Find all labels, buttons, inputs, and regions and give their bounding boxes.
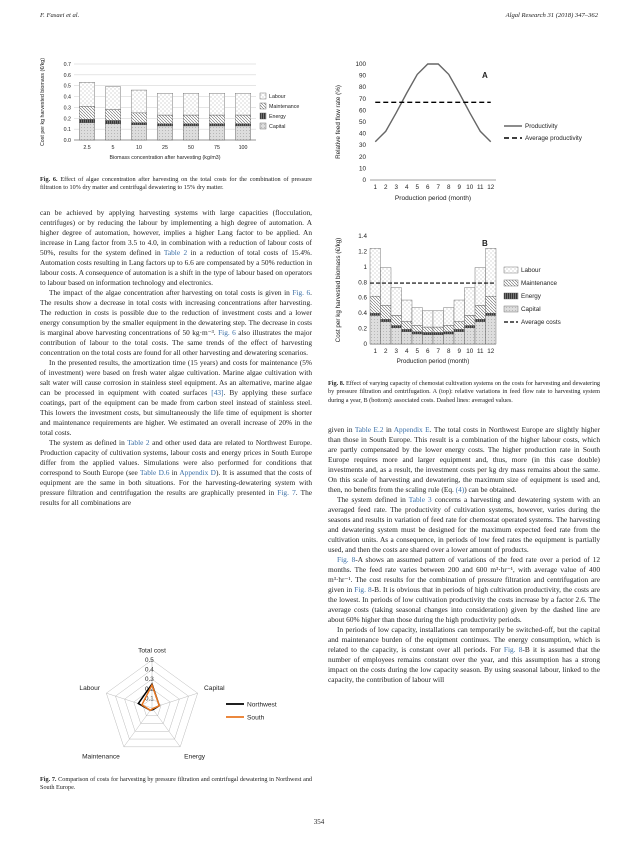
bar-maintenance [79, 106, 95, 119]
x-tick-label: 75 [214, 145, 220, 151]
bar-labour [475, 268, 486, 306]
bar-energy [412, 332, 423, 334]
figure-8a-chart [328, 58, 600, 208]
y-tick-label: 100 [355, 61, 366, 68]
x-tick-label: 1 [373, 184, 378, 191]
y-tick-label: 0 [363, 341, 367, 348]
legend-swatch-energy [260, 113, 266, 119]
text-run: ) can be obtained. [464, 484, 517, 494]
figure-6-caption [40, 176, 312, 193]
x-tick-label: 4 [404, 184, 409, 191]
bar-energy [423, 332, 434, 334]
radar-axis-label: Labour [79, 685, 100, 693]
y-axis-title: Cost per kg harvested biomass (€/kg) [335, 237, 342, 343]
cross-reference-link[interactable]: Fig. 6 [218, 327, 236, 337]
cross-reference-link[interactable]: Fig. 7 [277, 487, 296, 497]
bar-energy [157, 124, 173, 126]
bar-labour [157, 93, 173, 115]
bar-labour [391, 288, 402, 316]
y-axis-title: Relative feed flow rate (%) [335, 85, 342, 159]
y-tick-label: 50 [358, 119, 366, 126]
y-tick-label: 0.4 [63, 94, 71, 101]
bar-labour [412, 308, 423, 326]
bar-labour [209, 93, 225, 115]
bar-labour [79, 82, 95, 106]
text-run: In the presented results, the amortization time (15 years) and costs for maintenance (5% of investment) were based on fresh water algae cultivation. Marine algae cultivation with salt water will cause corrosion in stainless steel equipment. As an alternative, marine algae can be processed in equipment with coated surfaces [40, 357, 312, 397]
y-axis-title: Cost per kg harvested biomass (€/kg) [40, 57, 46, 147]
x-tick-label: 10 [136, 145, 142, 151]
running-header-authors: F. Fasaei et al. [40, 12, 80, 19]
bar-labour [486, 248, 497, 296]
legend-label: Energy [521, 293, 541, 300]
y-tick-label: 0.1 [63, 127, 71, 134]
cross-reference-link[interactable]: (4) [455, 484, 465, 494]
bar-maintenance [465, 315, 476, 325]
y-tick-label: 10 [358, 165, 366, 173]
bar-capital [131, 125, 147, 140]
paragraph [40, 288, 312, 358]
bar-maintenance [423, 327, 434, 332]
text-run: . The results for all combinations are [40, 487, 313, 507]
text-run: given in [328, 425, 355, 434]
y-tick-label: 0.4 [358, 310, 367, 318]
legend-swatch-maintenance [260, 103, 266, 109]
radar-spoke [152, 708, 180, 747]
bar-maintenance [391, 315, 402, 325]
x-tick-label: 100 [238, 145, 248, 151]
figure-8-caption [328, 380, 600, 405]
legend-label: Average costs [521, 319, 561, 326]
bar-energy [209, 124, 225, 126]
bar-labour [465, 288, 476, 316]
y-tick-label: 0.6 [358, 294, 367, 302]
bar-energy [370, 313, 381, 315]
bar-capital [402, 332, 413, 344]
cross-reference-link[interactable]: [43] [211, 387, 224, 397]
y-tick-label: 0.7 [63, 62, 71, 68]
bar-capital [105, 124, 121, 140]
bar-capital [391, 328, 402, 344]
bar-capital [454, 332, 465, 344]
cross-reference-link[interactable]: Table 2 [127, 437, 150, 447]
paragraph [328, 495, 600, 555]
paragraph [328, 425, 600, 495]
figure-8-label: Fig. 8. [328, 380, 345, 387]
cross-reference-link[interactable]: Fig. 6 [292, 287, 311, 297]
bar-energy [475, 319, 486, 321]
x-tick-label: 6 [425, 184, 430, 191]
cross-reference-link[interactable]: Fig. 8 [337, 554, 356, 564]
bar-maintenance [412, 325, 423, 331]
page-number: 354 [313, 818, 325, 826]
x-tick-label: 3 [394, 184, 399, 191]
text-run: and other used data are related to Northwest Europe. Production capacity of cultivation systems, labour costs and energy prices in South Europe differ from the applied values. Simulations were also performed for conditions that correspond to South Europe (see [40, 437, 312, 477]
x-tick-label: 3 [394, 348, 399, 355]
text-run: . By applying these surface coatings, part of the equipment can be made from carbon steel instead of stainless steel. This lowers the investment costs, but simultaneously the life time of equipment is shorter and maintenance requirements are higher. We estimated an overall increase of 20% in the total costs. [40, 387, 312, 437]
bar-energy [454, 329, 465, 331]
text-run: also illustrates the major contribution of labour to the total costs. The same trends of the effect of harvesting concentration on the total costs are found for all other harvesting and dewatering scenarios. [40, 327, 312, 357]
text-run: -A shows an assumed pattern of variations of the feed rate over a period of 12 months. The feed rate varies between 200 and 600 m³·hr⁻¹, with average value of 400 m³·hr⁻¹. The cost results for the combination of pressure filtration and centrifugation are given in [328, 554, 600, 594]
y-tick-label: 80 [358, 84, 366, 92]
x-tick-label: 7 [436, 348, 441, 355]
bar-labour [235, 93, 251, 115]
x-tick-label: 12 [487, 184, 495, 191]
y-tick-label: 0.2 [358, 325, 367, 333]
x-tick-label: 10 [466, 348, 474, 355]
text-run: in a reduction of total costs of 15.4%. Automation costs resulting in Lang factors up to 6.6 are compensated by a 50% reduction in labour costs. A consequence of automation is a shift in the type of labour based on operators to labour based on information technology and electronics. [40, 247, 312, 287]
bar-capital [209, 126, 225, 140]
bar-maintenance [105, 110, 121, 121]
legend-label: Capital [269, 124, 286, 130]
bar-labour [381, 268, 392, 306]
cross-reference-link[interactable]: Appendix D [179, 467, 216, 477]
legend-label: Maintenance [521, 280, 558, 287]
radar-axis-label: Maintenance [82, 753, 120, 761]
panel-label: A [482, 71, 488, 80]
figure-7-label: Fig. 7. [40, 776, 57, 783]
radar-spoke [124, 708, 152, 747]
cross-reference-link[interactable]: Table 2 [163, 247, 188, 257]
y-tick-label: 0.2 [63, 116, 71, 123]
y-tick-label: 20 [358, 153, 366, 161]
paragraph [328, 625, 600, 685]
bar-capital [370, 315, 381, 344]
bar-energy [444, 332, 455, 334]
bar-energy [235, 124, 251, 126]
bar-labour [183, 93, 199, 115]
bar-capital [475, 322, 486, 344]
y-tick-label: 40 [358, 130, 366, 138]
x-tick-label: 50 [188, 145, 194, 151]
bar-capital [79, 123, 95, 140]
y-tick-label: 0.0 [63, 138, 71, 144]
text-run: in [383, 425, 394, 434]
bar-maintenance [157, 115, 173, 124]
text-run: concerns a harvesting and dewatering system with an averaged feed rate. The productivity of cultivation systems, however, varies during the seasons and results in variation of feed rate for chemostat operated systems. The harvesting and dewatering system must be designed for the maximum expected feed rate from the cultivation units. As a consequence, in periods of low feed rates the equipment is partially used, and then the costs are shared over a lower amount of products. [328, 494, 600, 554]
legend-swatch-labour [504, 267, 518, 273]
bar-capital [183, 126, 199, 140]
x-tick-label: 9 [457, 348, 462, 355]
text-run: ). It is assumed that the costs of equipment are the same in both situations. For the harvesting-dewatering system with pressure filtration and centrifugation the results are graphically presented in [40, 467, 312, 497]
legend-swatch-labour [260, 93, 266, 99]
bar-labour [105, 87, 121, 110]
bar-maintenance [131, 113, 147, 123]
text-run: The system as defined in [49, 437, 128, 447]
bar-labour [433, 311, 444, 327]
bar-maintenance [486, 296, 497, 313]
x-tick-label: 2 [383, 184, 388, 191]
cross-reference-link[interactable]: Appendix E [393, 425, 430, 434]
y-tick-label: 1 [363, 263, 367, 271]
bar-maintenance [475, 305, 486, 319]
figure-8-caption-text: Effect of varying capacity of chemostat cultivation systems on the costs for harvesting and dewatering by pressure filtration and centrifugation. A (top): relative variations in feed flow rate to harvesting system during a year, B (bottom): associated costs. Dashed lines: averaged values. [328, 380, 601, 404]
x-tick-label: 6 [425, 348, 430, 355]
figure-6-chart [38, 57, 318, 175]
text-run: In periods of low capacity, installations can temporarily be switched-off, but the capital and maintenance burden of the equipment continues. The energy consumption, which is related to the capacity, is constant over all periods. For [328, 624, 600, 654]
bar-capital [157, 126, 173, 140]
y-tick-label: 0.6 [63, 72, 71, 79]
text-run: can be achieved by applying harvesting systems with large capacities (flocculation, centrifuges) or by reducing the labour by implementing a high degree of automation. A higher degree of automation, however, implies a higher Lang factor to be applied. An increase in Lang factor from 3.5 to 4.0, in combination with a reduction of labour costs of 50%, results for the system defined in [40, 208, 312, 257]
bar-maintenance [402, 322, 413, 330]
bar-capital [486, 315, 497, 344]
bar-maintenance [209, 115, 225, 124]
cross-reference-link[interactable]: Fig. 8 [503, 644, 523, 654]
x-tick-label: 11 [476, 348, 484, 355]
figure-7-chart [40, 648, 312, 768]
bar-energy [402, 329, 413, 331]
text-run: The system defined in [337, 494, 409, 504]
bar-maintenance [235, 115, 251, 124]
legend-label: Labour [521, 267, 541, 274]
figure-7-caption [40, 776, 312, 793]
y-tick-label: 90 [358, 72, 366, 80]
cross-reference-link[interactable]: Table E.2 [354, 425, 384, 434]
legend-label: South [247, 714, 265, 722]
y-tick-label: 0.8 [358, 279, 367, 287]
bar-capital [412, 334, 423, 344]
bar-labour [423, 311, 434, 327]
x-tick-label: 2.5 [83, 145, 91, 151]
running-header-journal: Algal Research 31 (2018) 347–362 [505, 12, 598, 19]
y-tick-label: 1.2 [358, 248, 367, 256]
y-tick-label: 0.5 [63, 83, 71, 90]
bar-energy [486, 313, 497, 315]
y-tick-label: 1.4 [358, 233, 367, 240]
x-axis-title: Production period (month) [394, 195, 472, 202]
text-run: in [169, 467, 180, 477]
x-tick-label: 11 [476, 184, 484, 191]
radar-tick-label: 0.3 [145, 676, 154, 684]
x-tick-label: 5 [415, 184, 420, 191]
y-tick-label: 0 [362, 177, 366, 184]
radar-axis-label: Capital [204, 685, 225, 693]
bar-capital [465, 328, 476, 344]
radar-tick-label: 0.2 [145, 685, 154, 693]
x-axis-title: Production period (month) [396, 358, 470, 365]
bar-energy [183, 124, 199, 126]
radar-axis-label: Total cost [138, 647, 166, 655]
bar-capital [381, 322, 392, 344]
legend-label: Productivity [525, 123, 558, 130]
x-tick-label: 8 [446, 184, 451, 191]
bar-labour [402, 300, 413, 322]
y-tick-label: 70 [358, 95, 366, 103]
legend-swatch-capital [260, 123, 266, 129]
x-tick-label: 2 [383, 348, 388, 355]
figure-6-label: Fig. 6. [40, 176, 58, 183]
left-column-text [40, 208, 312, 508]
bar-energy [105, 120, 121, 123]
legend-label: Capital [521, 306, 541, 313]
x-tick-label: 5 [415, 348, 420, 355]
bar-maintenance [444, 325, 455, 331]
paragraph [40, 208, 312, 288]
bar-labour [444, 308, 455, 326]
bar-labour [454, 300, 465, 322]
bar-energy [391, 325, 402, 327]
legend-swatch-energy [504, 293, 518, 299]
y-tick-label: 0.3 [63, 105, 71, 112]
legend-label: Maintenance [269, 104, 300, 110]
bar-capital [235, 126, 251, 140]
x-tick-label: 4 [404, 348, 409, 355]
x-tick-label: 5 [111, 145, 115, 151]
x-tick-label: 8 [446, 348, 451, 355]
bar-energy [465, 325, 476, 327]
radar-tick-label: 0.1 [145, 695, 154, 703]
bar-labour [131, 90, 147, 113]
y-tick-label: 30 [358, 142, 366, 150]
paragraph [40, 438, 312, 508]
bar-energy [433, 332, 444, 334]
bar-maintenance [183, 115, 199, 124]
x-axis-title: Biomass concentration after harvesting (kg/m3) [109, 155, 221, 161]
paragraph [40, 358, 312, 438]
figure-7-caption-text: Comparison of costs for harvesting by pressure filtration and centrifugal dewatering in Northwest and South Europe. [40, 776, 313, 792]
text-run: . The results show a decrease in total costs with increasing concentrations after harvesting. The reduction in costs is possible due to the reduction of investment costs and a lower energy consumption by the smaller equipment in the dewatering step. The decrease in costs is marginal above harvesting concentrations of 50 kg·m⁻³. [40, 287, 312, 337]
text-run: -B it is assumed that the number of employees remains constant over the year, and this assumption has a strong impact on the costs during the low capacity season. By using seasonal labour, linked to the capacity, the contribution of labour will [328, 644, 600, 684]
bar-energy [381, 319, 392, 321]
legend-swatch-maintenance [504, 280, 518, 286]
bar-labour [370, 248, 381, 296]
x-tick-label: 9 [457, 184, 462, 191]
cross-reference-link[interactable]: Table D.6 [140, 467, 170, 477]
x-tick-label: 1 [373, 348, 378, 355]
text-run: . The total costs in Northwest Europe are slightly higher than those in South Europe. This result is a combination of the higher labour costs, which are partly compensated by the lower energy costs. The higher production rate in South Europe requires more and larger equipment and, thus, more (in this case double) investments and, as a result, the investment costs per kg dry mass remains about the same. On this scale of harvesting and dewatering, the maximum size of equipment is used and, then, no benefits from the scaling rule (Eq. [328, 425, 600, 494]
radar-tick-label: 0.5 [145, 657, 154, 664]
cross-reference-link[interactable]: Table 3 [408, 494, 432, 504]
figure-6-caption-text: Effect of algae concentration after harvesting on the total costs for the combination of pressure filtration to 10% dry matter and centrifugal dewatering to 15% dry matter. [40, 176, 313, 192]
legend-label: Energy [269, 114, 286, 120]
cross-reference-link[interactable]: Fig. 8 [354, 584, 372, 594]
legend-swatch-capital [504, 306, 518, 312]
y-tick-label: 60 [358, 107, 366, 115]
bar-maintenance [381, 305, 392, 319]
legend-label: Labour [269, 94, 286, 100]
bar-capital [433, 335, 444, 344]
x-tick-label: 12 [487, 348, 495, 355]
legend-label: Northwest [247, 701, 277, 709]
x-tick-label: 7 [436, 184, 441, 191]
bar-maintenance [454, 322, 465, 330]
text-run: The impact of the algae concentration after harvesting on total costs is given in [49, 287, 293, 297]
radar-tick-label: 0.4 [145, 666, 154, 674]
right-column-text [328, 425, 600, 685]
bar-maintenance [370, 296, 381, 313]
paragraph [328, 555, 600, 625]
bar-capital [444, 334, 455, 344]
bar-maintenance [433, 327, 444, 332]
bar-energy [79, 119, 95, 122]
figure-8b-chart [328, 222, 600, 372]
panel-label: B [482, 239, 488, 248]
bar-energy [131, 123, 147, 125]
radar-axis-label: Energy [184, 753, 206, 761]
x-tick-label: 25 [162, 145, 168, 151]
bar-capital [423, 335, 434, 344]
x-tick-label: 10 [466, 184, 474, 191]
text-run: -B. It is obvious that in periods of high cultivation productivity, the costs are the lowest. In periods of low cultivation productivity the costs increase by a factor 2.6. The average costs (taking seasonal changes into consideration) given by the dashed line are about 60% higher than those during the high productivity periods. [328, 584, 601, 624]
legend-label: Average productivity [525, 135, 582, 142]
